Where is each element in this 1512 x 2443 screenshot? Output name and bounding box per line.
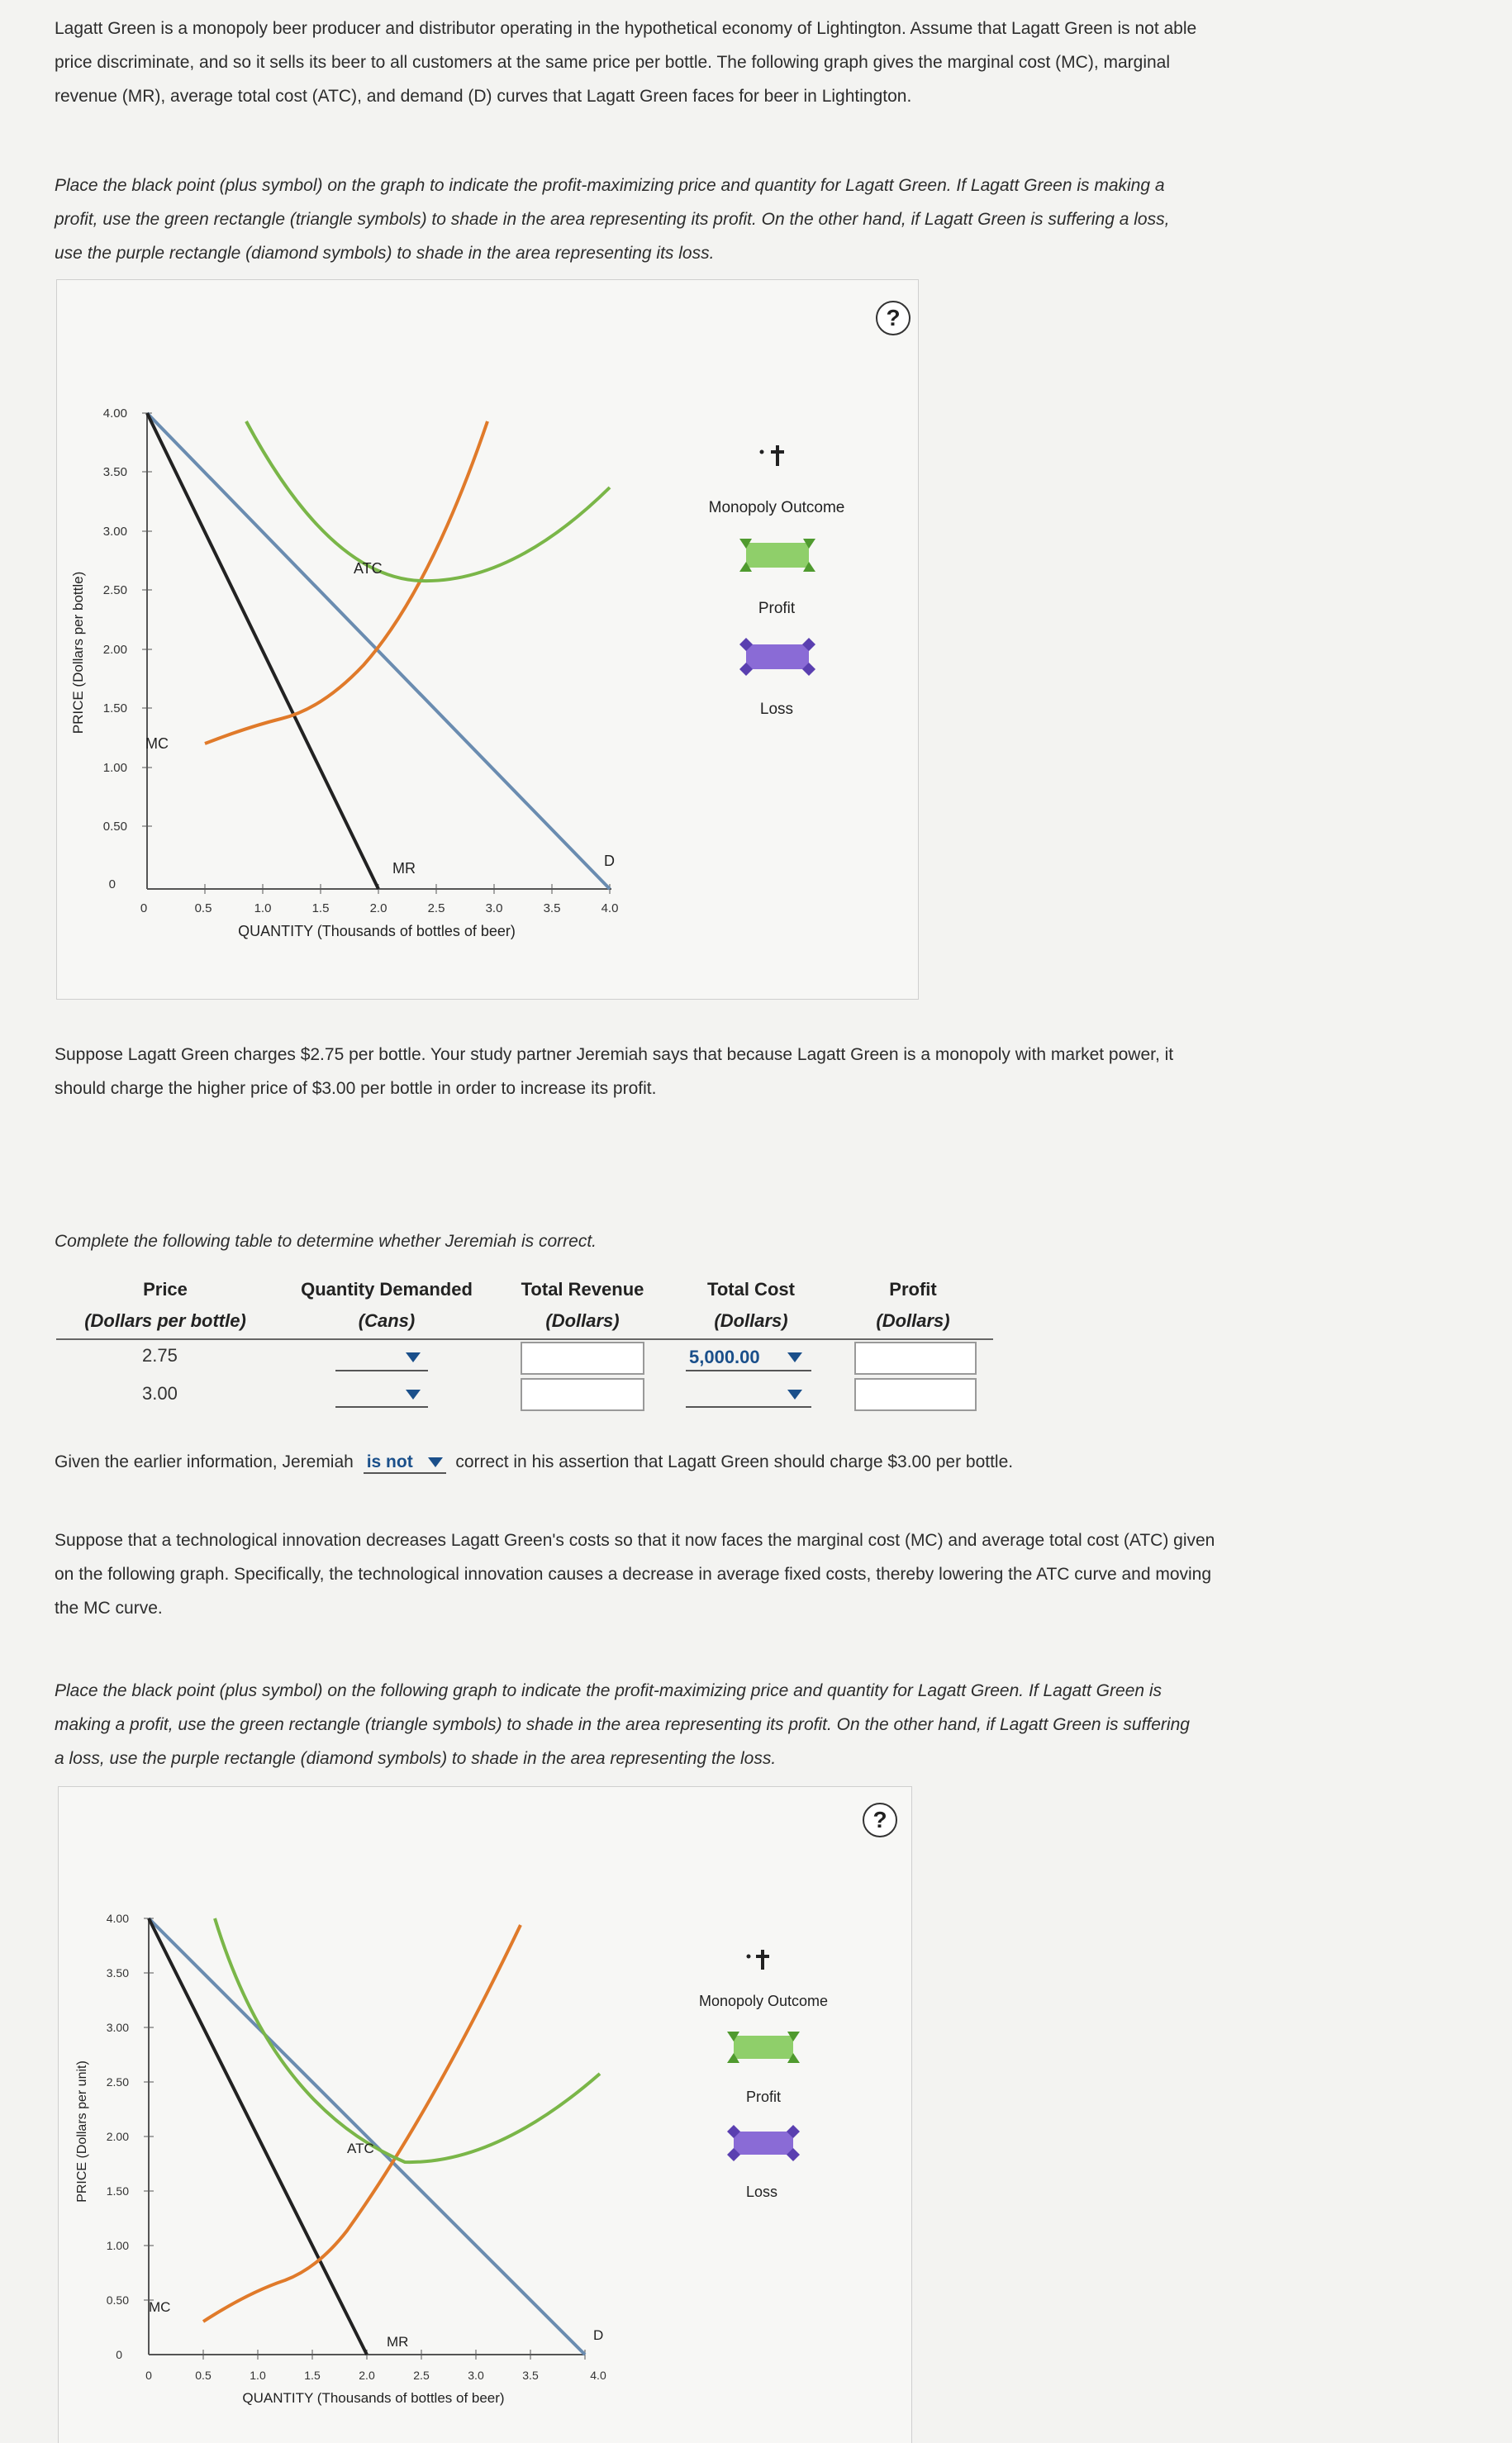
graph1-legend-profit-label: Profit	[758, 600, 796, 617]
graph1-xtick: 0.5	[194, 901, 212, 915]
graph2-xtick: 2.0	[359, 2369, 375, 2382]
graph1-ytick: 2.50	[102, 583, 127, 597]
graph1-xtick: 0	[140, 901, 148, 915]
graph1-mc-label: MC	[145, 735, 169, 752]
graph1-ytick: 1.00	[102, 761, 127, 775]
graph2-loss-tool[interactable]	[727, 2125, 800, 2161]
graph2-y-axis-label: PRICE (Dollars per unit)	[75, 2060, 89, 2203]
graph1-chart[interactable]	[0, 0, 1512, 1016]
graph1-xtick: 4.0	[601, 901, 619, 915]
graph2-ytick: 1.50	[106, 2184, 129, 2198]
graph2-d-label: D	[593, 2327, 604, 2343]
graph2-xtick: 1.0	[250, 2369, 266, 2382]
col-sub-revenue: (Dollars)	[545, 1310, 620, 1331]
graph2-profit-tool[interactable]	[727, 2032, 800, 2063]
graph2-mr-label: MR	[387, 2334, 409, 2350]
graph2-xtick: 3.5	[522, 2369, 539, 2382]
scenario-text: Suppose Lagatt Green charges $2.75 per bottle. Your study partner Jeremiah says that because Lagatt Green is a monopoly with market power, it should charge the higher price of $3.00 per bottle in order to increase its profit.	[55, 1045, 1174, 1098]
col-sub-cost: (Dollars)	[714, 1310, 788, 1331]
col-header-revenue: Total Revenue	[521, 1279, 644, 1300]
row1-price: 2.75	[142, 1345, 178, 1366]
table-instruction: Complete the following table to determine whether Jeremiah is correct.	[55, 1232, 597, 1251]
col-sub-profit: (Dollars)	[876, 1310, 950, 1331]
graph1-xtick: 2.5	[427, 901, 445, 915]
graph1-mc-curve	[205, 421, 487, 744]
graph1-ytick: 0	[108, 877, 116, 891]
graph1-instructions: Place the black point (plus symbol) on the graph to indicate the profit-maximizing price and quantity for Lagatt Green. If Lagatt Green is making a profit, use the green rectangle (triangle symbols) to shade in the area representing its profit. On the other hand, if Lagatt Green is suffering a loss, use the purple rectangle (diamond symbols) to shade in the area representing its loss.	[55, 176, 1170, 263]
col-header-profit: Profit	[889, 1279, 937, 1300]
graph2-x-axis-label: QUANTITY (Thousands of bottles of beer)	[242, 2390, 505, 2406]
row1-quantity-dropdown[interactable]	[335, 1370, 428, 1371]
graph1-legend-outcome-label: Monopoly Outcome	[708, 499, 845, 516]
chevron-down-icon[interactable]	[428, 1457, 443, 1467]
graph2-mc-label: MC	[149, 2299, 171, 2315]
graph2-ytick: 4.00	[106, 1912, 129, 1925]
row2-profit-input[interactable]	[854, 1378, 977, 1411]
graph1-xtick: 3.5	[543, 901, 561, 915]
graph1-ytick: 4.00	[102, 406, 127, 421]
graph1-atc-curve	[246, 421, 610, 581]
col-sub-price: (Dollars per bottle)	[84, 1310, 246, 1331]
col-header-price: Price	[143, 1279, 188, 1300]
assertion-sentence: Given the earlier information, Jeremiah is not correct in his assertion that Lagatt Green should charge $3.00 per bottle.	[55, 1452, 1013, 1474]
graph2-xtick: 3.0	[468, 2369, 484, 2382]
graph2-ytick: 3.00	[106, 2021, 129, 2034]
col-header-cost: Total Cost	[707, 1279, 795, 1300]
graph2-legend-outcome-label: Monopoly Outcome	[698, 1993, 829, 2009]
graph1-help-button[interactable]: ?	[876, 301, 911, 335]
innovation-text: Suppose that a technological innovation decreases Lagatt Green's costs so that it now faces the marginal cost (MC) and average total cost (ATC) given on the following graph. Specifically, the technological innovation causes a decrease in average fixed costs, thereby lowering the ATC curve and moving the MC curve.	[55, 1531, 1215, 1618]
row1-cost-dropdown[interactable]	[686, 1370, 811, 1371]
chevron-down-icon[interactable]	[787, 1390, 802, 1400]
graph1-demand-curve	[147, 413, 610, 889]
graph2-atc-label: ATC	[347, 2141, 374, 2156]
graph1-xtick: 1.0	[254, 901, 272, 915]
graph1-xtick: 1.5	[311, 901, 330, 915]
row1-profit-input[interactable]	[854, 1342, 977, 1375]
graph2-xtick: 4.0	[590, 2369, 606, 2382]
table-header-rule	[56, 1338, 993, 1340]
graph2-xtick: 2.5	[413, 2369, 430, 2382]
graph1-y-axis-label: PRICE (Dollars per bottle)	[70, 571, 86, 734]
graph1-d-label: D	[604, 853, 615, 869]
graph1-x-axis-label: QUANTITY (Thousands of bottles of beer)	[238, 923, 516, 939]
graph2-xtick: 0	[145, 2369, 152, 2382]
graph2-ytick: 1.00	[106, 2239, 129, 2252]
graph1-profit-tool[interactable]	[739, 539, 815, 572]
graph2-ytick: 0.50	[106, 2293, 129, 2307]
graph1-legend-loss-label: Loss	[759, 701, 794, 718]
graph1-atc-label: ATC	[354, 560, 383, 577]
graph1-ytick: 3.50	[102, 465, 127, 479]
graph2-ytick: 3.50	[106, 1966, 129, 1980]
graph2-instructions: Place the black point (plus symbol) on the following graph to indicate the profit-maximizing price and quantity for Lagatt Green. If Lagatt Green is making a profit, use the green rectangle (triangle symbols) to shade in the area representing its profit. On the other hand, if Lagatt Green is suffering a loss, use the purple rectangle (diamond symbols) to shade in the area representing the loss.	[55, 1681, 1190, 1768]
graph2-legend-profit-label: Profit	[745, 2089, 782, 2105]
intro-text: Lagatt Green is a monopoly beer producer and distributor operating in the hypothetical economy of Lightington. Assume that Lagatt Green is not able price discriminate, and so it sells its beer to all customers at the same price per bottle. The following graph gives the marginal cost (MC), marginal revenue (MR), average total cost (ATC), and demand (D) curves that Lagatt Green faces for beer in Lightington.	[55, 19, 1197, 106]
graph1-ytick: 3.00	[102, 525, 127, 539]
graph2-legend-loss-label: Loss	[745, 2184, 778, 2200]
graph1-xtick: 2.0	[369, 901, 388, 915]
graph1-mr-curve	[147, 413, 378, 889]
graph1-monopoly-outcome-tool[interactable]	[760, 445, 785, 466]
graph2-xtick: 1.5	[304, 2369, 321, 2382]
graph2-help-button[interactable]: ?	[863, 1803, 897, 1837]
col-sub-quantity: (Cans)	[358, 1310, 416, 1331]
graph1-ytick: 0.50	[102, 820, 127, 834]
row2-cost-dropdown[interactable]	[686, 1406, 811, 1408]
chevron-down-icon[interactable]	[787, 1352, 802, 1362]
chevron-down-icon[interactable]	[406, 1352, 421, 1362]
chevron-down-icon[interactable]	[406, 1390, 421, 1400]
row1-revenue-input[interactable]	[521, 1342, 644, 1375]
row2-quantity-dropdown[interactable]	[335, 1406, 428, 1408]
row2-revenue-input[interactable]	[521, 1378, 644, 1411]
graph2-demand-curve	[149, 1918, 585, 2355]
graph1-xtick: 3.0	[485, 901, 503, 915]
graph1-ytick: 2.00	[102, 643, 127, 657]
graph2-xtick: 0.5	[195, 2369, 212, 2382]
graph1-loss-tool[interactable]	[739, 638, 815, 676]
row2-price: 3.00	[142, 1383, 178, 1404]
graph2-monopoly-outcome-tool[interactable]	[747, 1950, 770, 1970]
graph2-ytick: 0	[116, 2348, 122, 2361]
row1-cost-value[interactable]: 5,000.00	[689, 1347, 760, 1367]
assertion-dropdown[interactable]: is not	[364, 1452, 446, 1474]
graph2-chart[interactable]	[0, 1785, 1512, 2442]
graph1-ytick: 1.50	[102, 701, 127, 715]
graph2-ytick: 2.00	[106, 2130, 129, 2143]
col-header-quantity: Quantity Demanded	[301, 1279, 473, 1300]
graph2-mr-curve	[149, 1918, 367, 2355]
graph2-ytick: 2.50	[106, 2075, 129, 2089]
graph1-mr-label: MR	[392, 860, 416, 877]
